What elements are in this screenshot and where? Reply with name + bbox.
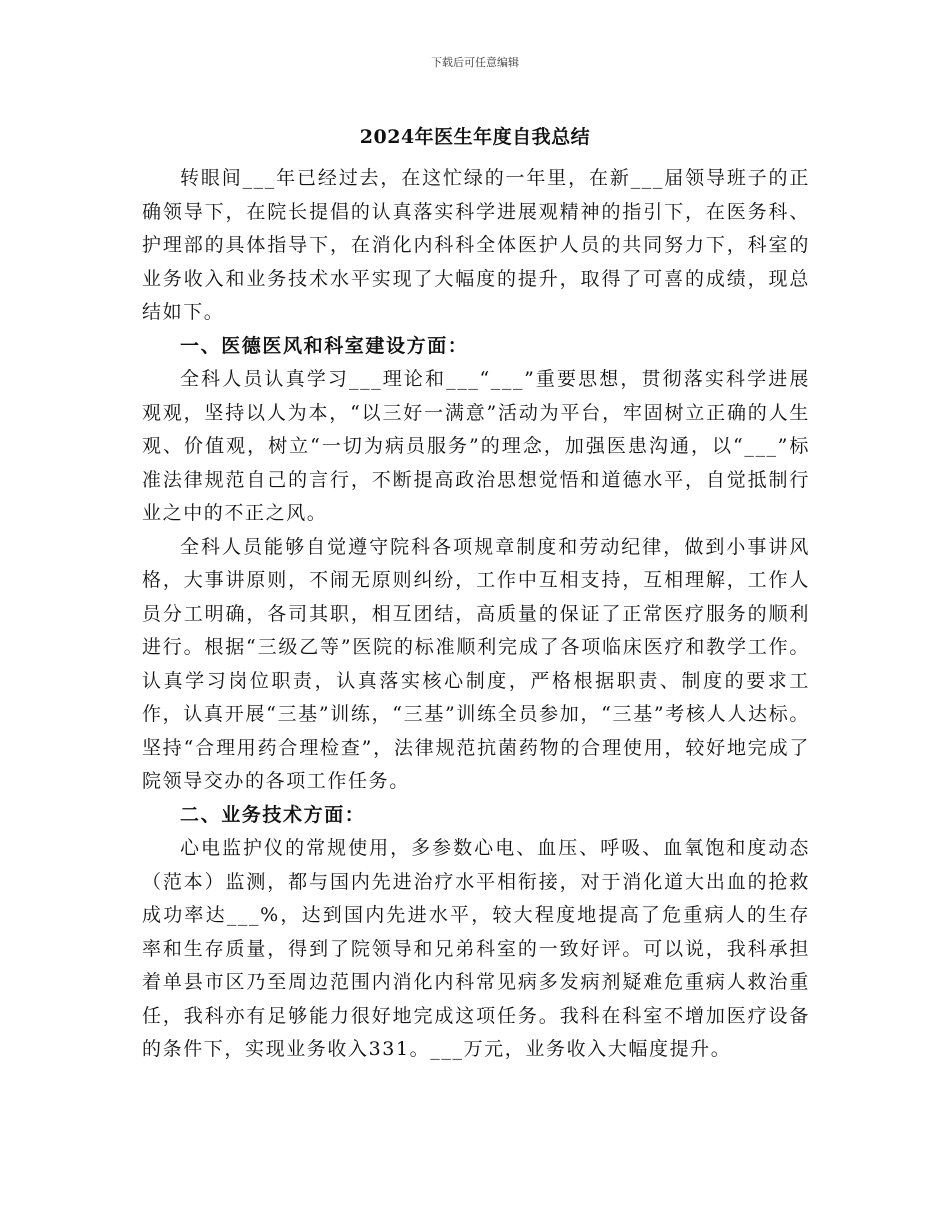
document-title: 2024年医生年度自我总结 bbox=[359, 126, 591, 148]
intro-paragraph: 转眼间___年已经过去，在这忙绿的一年里，在新___届领导班子的正确领导下，在院长提倡的认真落实科学进展观精神的指引下，在医务科、护理部的具体指导下，在消化内科科全体医护人员的共同努力下，科室的业务收入和业务技术水平实现了大幅度的提升，取得了可喜的成绩，现总结如下。 bbox=[142, 167, 810, 323]
section-heading-technology: 二、业务技术方面： bbox=[180, 803, 366, 826]
ethics-paragraph-2: 全科人员能够自觉遵守院科各项规章制度和劳动纪律，做到小事讲风格，大事讲原则，不闹无原则纠纷，工作中互相支持，互相理解，工作人员分工明确，各司其职，相互团结，高质量的保证了正常医疗服务的顺利进行。根据“三级乙等”医院的标准顺利完成了各项临床医疗和教学工作。认真学习岗位职责，认真落实核心制度，严格根据职责、制度的要求工作，认真开展“三基”训练，“三基”训练全员参加，“三基”考核人人达标。坚持“合理用药合理检查”，法律规范抗菌药物的合理使用，较好地完成了院领导交办的各项工作任务。 bbox=[142, 535, 810, 792]
section-heading-ethics: 一、医德医风和科室建设方面： bbox=[180, 334, 469, 357]
page-header-note: 下载后可任意编辑 bbox=[431, 56, 519, 69]
document-body bbox=[142, 162, 810, 1067]
ethics-paragraph-1: 全科人员认真学习___理论和___“___”重要思想，贯彻落实科学进展观观，坚持以人为本，“以三好一满意”活动为平台，牢固树立正确的人生观、价值观，树立“一切为病员服务”的理念，加强医患沟通，以“___”标准法律规范自己的言行，不断提高政治思想觉悟和道德水平，自觉抵制行业之中的不正之风。 bbox=[142, 368, 810, 524]
technology-paragraph-1: 心电监护仪的常规使用，多参数心电、血压、呼吸、血氧饱和度动态（范本）监测，都与国内先进治疗水平相衔接，对于消化道大出血的抢救成功率达___%，达到国内先进水平，较大程度地提高了危重病人的生存率和生存质量，得到了院领导和兄弟科室的一致好评。可以说，我科承担着单县市区乃至周边范围内消化内科常见病多发病剂疑难危重病人救治重任，我科亦有足够能力很好地完成这项任务。我科在科室不增加医疗设备的条件下，实现业务收入331。___万元，业务收入大幅度提升。 bbox=[142, 837, 810, 1060]
